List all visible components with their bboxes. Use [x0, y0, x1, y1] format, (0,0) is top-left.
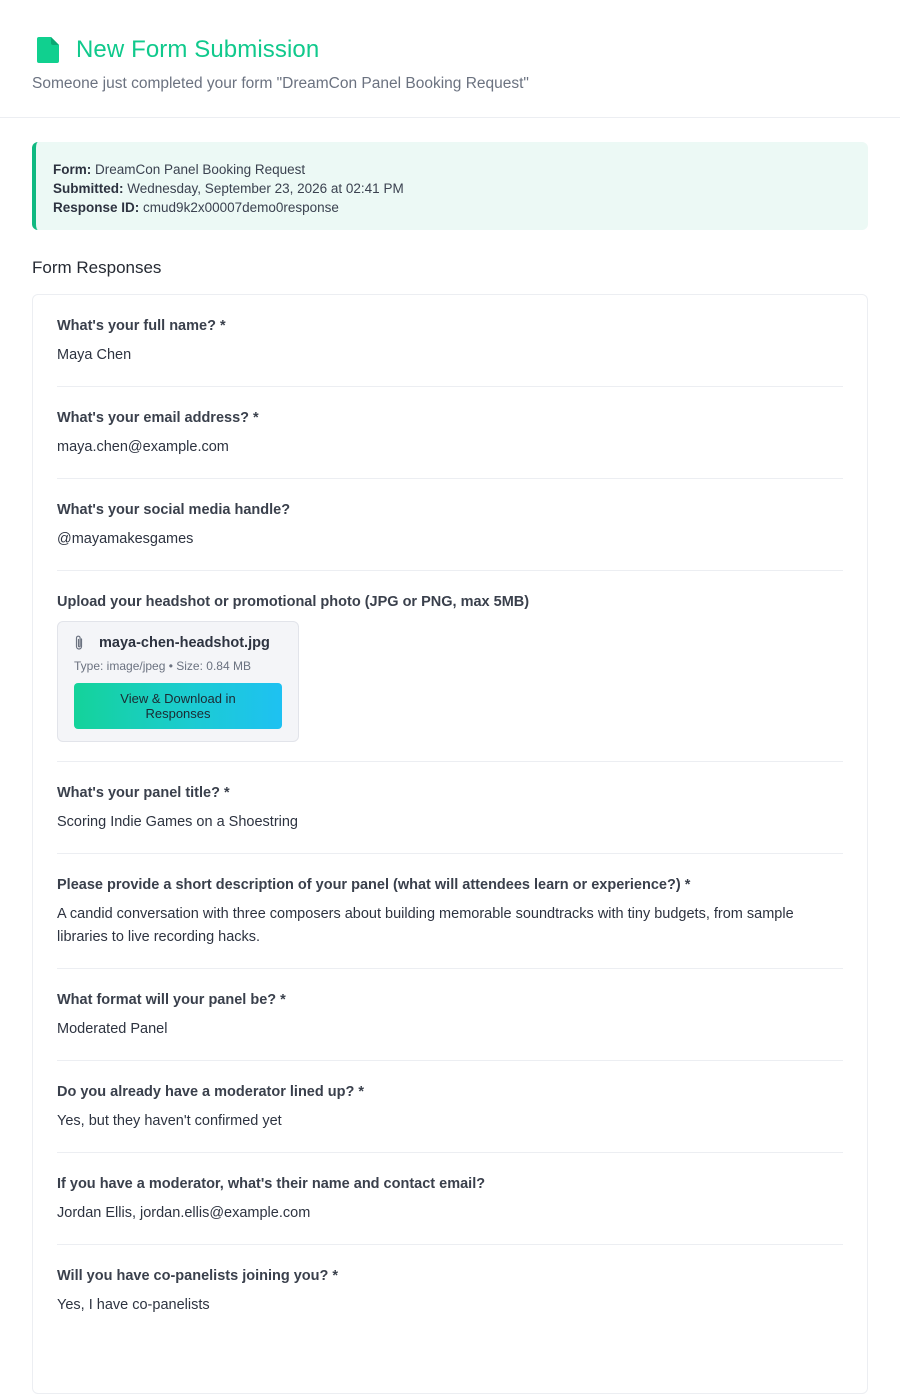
answer-value: Yes, but they haven't confirmed yet [57, 1113, 282, 1129]
section-title: Form Responses [32, 258, 162, 277]
response-item [57, 969, 843, 1061]
question-label: Please provide a short description of your panel (what will attendees learn or experience?) * [57, 877, 691, 893]
response-item [57, 1245, 843, 1336]
question-label: Do you already have a moderator lined up? * [57, 1084, 364, 1100]
answer-value: Maya Chen [57, 347, 132, 363]
response-item [57, 387, 843, 479]
page-title: New Form Submission [76, 36, 320, 63]
view-download-button[interactable]: View & Download in Responses [74, 683, 282, 729]
title-row [32, 34, 868, 66]
file-meta: Type: image/jpeg • Size: 0.84 MB [74, 659, 251, 673]
answer-value: A candid conversation with three composers about building memorable soundtracks with tiny budgets, from sample libraries to live recording hacks. [57, 906, 794, 945]
info-response-id-value: cmud9k2x00007demo0response [143, 200, 339, 215]
responses-card [32, 294, 868, 1394]
info-submitted [53, 179, 848, 198]
document-icon [37, 37, 65, 63]
question-label: Will you have co-panelists joining you? * [57, 1268, 339, 1284]
file-name-row [74, 635, 282, 651]
response-item [57, 762, 843, 854]
paperclip-icon [74, 635, 88, 651]
question-label: What's your social media handle? [57, 502, 291, 518]
question-label: If you have a moderator, what's their name and contact email? [57, 1176, 486, 1192]
question-label: What's your full name? * [57, 318, 226, 334]
answer-value: @mayamakesgames [57, 531, 194, 547]
answer-value: Moderated Panel [57, 1021, 168, 1037]
question-label: What's your panel title? * [57, 785, 230, 801]
info-response-id-label: Response ID: [53, 200, 140, 215]
answer-value: Jordan Ellis, jordan.ellis@example.com [57, 1205, 311, 1221]
info-response-id [53, 198, 848, 217]
page-subtitle: Someone just completed your form "DreamCon Panel Booking Request" [32, 75, 529, 92]
question-label: Upload your headshot or promotional photo (JPG or PNG, max 5MB) [57, 594, 530, 610]
response-item [57, 854, 843, 969]
submission-info-box [32, 142, 868, 230]
response-item [57, 479, 843, 571]
answer-value: Scoring Indie Games on a Shoestring [57, 814, 298, 830]
info-form-value: DreamCon Panel Booking Request [95, 162, 306, 177]
file-attachment [57, 621, 299, 742]
response-item [57, 1153, 843, 1245]
answer-value: maya.chen@example.com [57, 439, 229, 455]
header [0, 0, 900, 118]
question-label: What format will your panel be? * [57, 992, 286, 1008]
response-item [57, 295, 843, 387]
info-form [53, 160, 848, 179]
info-submitted-label: Submitted: [53, 181, 124, 196]
info-submitted-value: Wednesday, September 23, 2026 at 02:41 PM [127, 181, 404, 196]
response-item [57, 1061, 843, 1153]
info-form-label: Form: [53, 162, 92, 177]
response-item-file [57, 571, 843, 762]
file-name: maya-chen-headshot.jpg [99, 635, 270, 651]
question-label: What's your email address? * [57, 410, 259, 426]
answer-value: Yes, I have co-panelists [57, 1297, 210, 1313]
